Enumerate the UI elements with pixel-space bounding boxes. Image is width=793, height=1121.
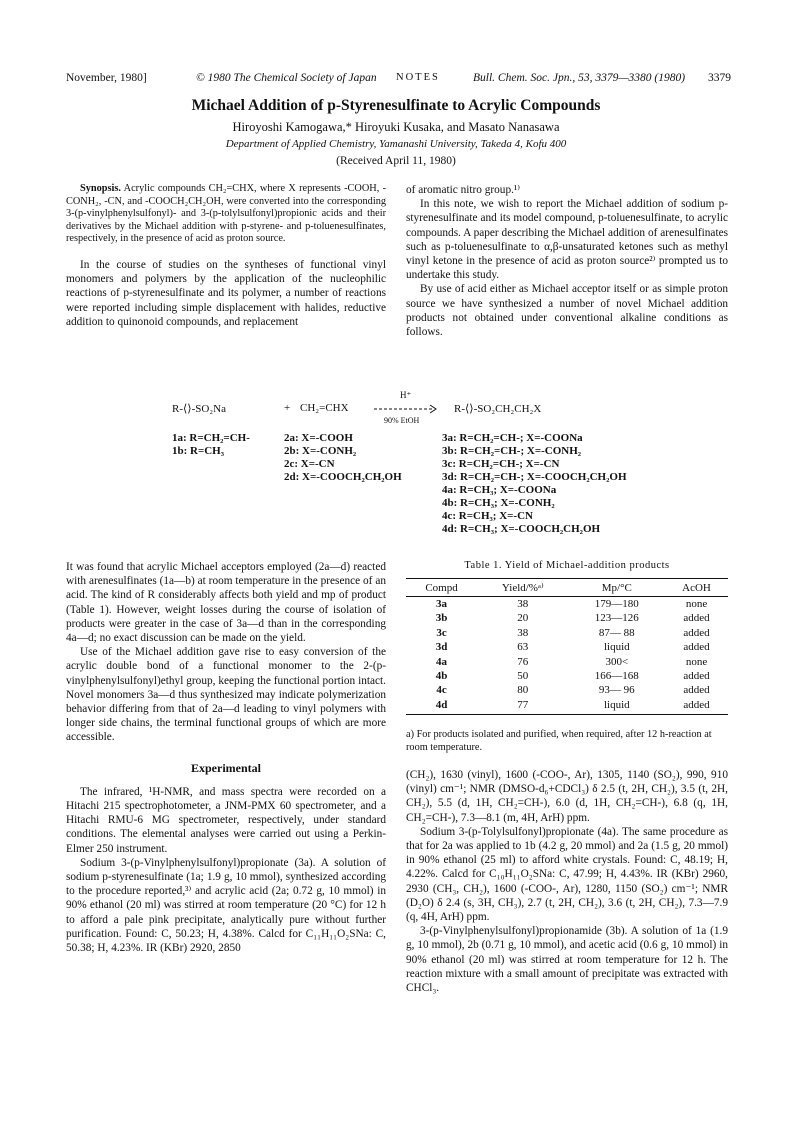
compound-2d: 2d: X=-COOCH₂CH₂OH [284, 471, 402, 483]
reactant-sulfinate: R-⟨⟩-SO₂Na [172, 403, 226, 415]
procedure-4a: Sodium 3-(p-Tolylsulfonyl)propionate (4a). The same procedure as that for 2a was applied to 1b (4.2 g, 20 mmol) and 2a (1.5 g, 20 mmol) in 90% ethanol (25 ml) to afford white crystals. Found: C, 48.19; H, 4.22%. Calcd for C₁₀H₁₁O₂SNa: C, 47.99; H, 4.43%. IR (KBr) 2960, 2930 (CH₃, CH₂), 1600 (-COO-, Ar), 1280, 1150 (SO₂) cm⁻¹; NMR (D₂O) δ 2.4 (s, 3H, CH₃), 2.7 (t, 2H, CH₂), 3.6 (t, 2H, CH₂), 7.3—7.9 (q, 4H, ArH) ppm. [406, 825, 728, 924]
table-cell: 76 [517, 655, 529, 668]
table-cell: liquid [569, 698, 665, 715]
compound-2a: 2a: X=-COOH [284, 432, 353, 444]
synopsis-label: Synopsis. [80, 183, 121, 194]
table-row [406, 655, 728, 669]
table-cell: 4a [436, 655, 448, 668]
table-cell: 166—168 [594, 670, 639, 683]
table-cell: 123—126 [594, 612, 639, 625]
intro-paragraph-3: By use of acid either as Michael acceptor itself or as simple proton source we have synthesized a number of novel Michael addition products not obtained under conventional alkaline conditions as follows. [406, 283, 728, 339]
compound-2b: 2b: X=-CONH₂ [284, 445, 357, 457]
compound-4b: 4b: R=CH₃; X=-CONH₂ [442, 497, 555, 509]
table-row [406, 626, 728, 640]
table-row [406, 597, 728, 612]
plus-sign: + [284, 402, 291, 414]
table-row [406, 669, 728, 683]
table-cell: 4d [406, 698, 477, 715]
table-cell: added [683, 670, 710, 683]
table-cell: 3a [436, 598, 448, 610]
intro-paragraph: In the course of studies on the syntheses of functional vinyl monomers and polymers by the application of the nucleophilic reactions of p-styrenesulfinate and its polymer, a number of reactions were reported including simple displacement with halides, reductive addition to quinonoid compounds, and replacement [66, 258, 386, 328]
product-list [442, 432, 627, 536]
table-cell: none [685, 598, 708, 610]
results-paragraph-1: It was found that acrylic Michael acceptors employed (2a—d) reacted with arenesulfinates (1a—b) at room temperature in the presence of an acid. The kind of R considerably affects both yield and mp of product (Table 1). However, weight losses during the course of isolation of products were greater in the case of 3a—d than in the corresponding 4a—d; no exact discussion can be made on the yield. [66, 561, 386, 645]
table-cell: 20 [517, 612, 529, 625]
table-header: Compd [406, 579, 477, 597]
table-cell: 38 [517, 598, 529, 610]
table-header: Yield/%ᵃ⁾ [477, 579, 569, 597]
compound-4a: 4a: R=CH₃; X=-COONa [442, 484, 557, 496]
results-paragraph-2: Use of the Michael addition gave rise to easy conversion of the acrylic double bond of a functional monomer to the 2-(p-vinylphenylsulfonyl)ethyl group, keeping the functional portion intact. Novel monomers 3a—d thus synthesized may indicate polymerization behavior differing from that of 2a—d leading to vinyl polymers with longer side chains, the terminal functional groups of which are more accessible. [66, 646, 386, 744]
table-cell: added [683, 641, 710, 654]
compound-3a: 3a: R=CH₂=CH-; X=-COONa [442, 432, 583, 444]
synopsis [66, 183, 386, 246]
left-column-body [66, 560, 386, 955]
table-row [406, 640, 728, 654]
reaction-scheme [166, 390, 726, 546]
article-affiliation: Department of Applied Chemistry, Yamanashi University, Takeda 4, Kofu 400 [225, 138, 567, 150]
table-cell: 300< [605, 655, 629, 668]
intro-continuation: of aromatic nitro group.¹⁾ [406, 184, 521, 196]
table-cell: added [683, 612, 710, 625]
table-cell: 4b [435, 670, 448, 683]
table-cell: 3d [435, 641, 448, 654]
header-date: November, 1980] [66, 72, 147, 84]
arrow-solvent: 90% EtOH [384, 416, 420, 425]
header-section: NOTES [396, 72, 440, 83]
table-cell: 87— 88 [598, 626, 635, 639]
compound-3b: 3b: R=CH₂=CH-; X=-CONH₂ [442, 445, 582, 457]
received-date: (Received April 11, 1980) [336, 155, 456, 167]
table-cell: 179—180 [594, 598, 639, 610]
spectra-continuation: (CH₂), 1630 (vinyl), 1600 (-COO-, Ar), 1305, 1140 (SO₂), 990, 910 (vinyl) cm⁻¹; NMR (DMSO-d₆+CDCl₃) δ 2.5 (t, 2H, CH₂), 3.5 (t, 2H, CH₂), 5.5 (d, 1H, CH₂=CH-), 6.0 (d, 1H, CH₂=CH-), 6.8 (q, 1H, CH₂=CH-), 7.3—8.1 (m, 4H, ArH) ppm. [406, 769, 728, 824]
table-cell: none [685, 655, 708, 668]
synopsis-text: Acrylic compounds CH₂=CHX, where X represents -COOH, -CONH₂, -CN, and -COOCH₂CH₂OH, were converted into the corresponding 3-(p-vinylphenylsulfonyl)- and 3-(p-tolylsulfonyl)propionic acids and their derivatives by the Michael addition with p-styrene- and p-toluenesulfinates, respectively, in the presence of acid as proton source. [66, 183, 387, 245]
table-cell: 63 [517, 641, 529, 654]
compound-4d: 4d: R=CH₃; X=-COOCH₂CH₂OH [442, 523, 601, 535]
left-column-top [66, 183, 386, 329]
table-cell: 93— 96 [598, 684, 635, 697]
procedure-3b: 3-(p-Vinylphenylsulfonyl)propionamide (3b). A solution of 1a (1.9 g, 10 mmol), 2b (0.71 g, 10 mmol), and acetic acid (0.6 g, 10 mmol) in 90% ethanol (20 ml) was stirred at room temperature for 12 h. The reaction mixture with a small amount of precipitate was extracted with CHCl₃. [406, 925, 728, 995]
table-cell: liquid [603, 641, 630, 654]
table-header-row [406, 579, 728, 597]
table-cell: 4c [436, 684, 447, 697]
reactant-acrylic: CH₂=CHX [300, 402, 349, 414]
header-journal: Bull. Chem. Soc. Jpn., 53, 3379—3380 (1980) [473, 72, 686, 84]
article-authors: Hiroyoshi Kamogawa,* Hiroyuki Kusaka, and Masato Nanasawa [232, 120, 560, 134]
compound-3c: 3c: R=CH₂=CH-; X=-CN [442, 458, 560, 470]
table-cell: added [665, 698, 728, 715]
intro-paragraph-2: In this note, we wish to report the Michael addition of sodium p-styrenesulfinate and its model compound, p-toluenesulfinate, to acrylic compounds. A paper describing the Michael addition of arenesulfinates such as p-toluenesulfinate to α,β-unsaturated ketones such as methyl vinyl ketone in the presence of acid as proton source²⁾ prompted us to undertake this study. [406, 198, 728, 282]
table-header: AcOH [665, 579, 728, 597]
table-cell: 77 [477, 698, 569, 715]
compound-2c: 2c: X=-CN [284, 458, 335, 470]
table-cell: 3c [436, 626, 447, 639]
product-formula: R-⟨⟩-SO₂CH₂CH₂X [454, 403, 542, 415]
table-caption: Table 1. Yield of Michael-addition products [464, 560, 670, 571]
right-column-body [406, 768, 728, 995]
article-title: Michael Addition of p-Styrenesulfinate to Acrylic Compounds [191, 97, 601, 114]
table-cell: 3b [435, 612, 448, 625]
compound-1b: 1b: R=CH₃ [172, 445, 225, 457]
compound-4c: 4c: R=CH₃; X=-CN [442, 510, 533, 522]
yield-table [406, 578, 728, 715]
table-cell: added [683, 684, 710, 697]
table-cell: added [683, 626, 710, 639]
table-footnote: a) For products isolated and purified, when required, after 12 h-reaction at room temperature. [406, 729, 712, 753]
arrow-reagent: H⁺ [400, 390, 412, 400]
experimental-heading: Experimental [191, 760, 261, 775]
compound-1a: 1a: R=CH₂=CH- [172, 432, 250, 444]
experimental-paragraph-2: Sodium 3-(p-Vinylphenylsulfonyl)propionate (3a). A solution of sodium p-styrenesulfinate (1a; 1.9 g, 10 mmol), synthesized according to the procedure reported,³⁾ and acrylic acid (2a; 0.72 g, 10 mmol) in 90% ethanol (20 ml) was stirred at room temperature (20 °C) for 12 h to afford a pale pink precipitate, analytically pure without further purification. Found: C, 50.23; H, 4.38%. Calcd for C₁₁H₁₁O₂SNa: C, 50.38; H, 4.23%. IR (KBr) 2920, 2850 [66, 856, 386, 955]
table-cell: 80 [517, 684, 529, 697]
sulfinate-list [172, 432, 250, 458]
table-row [406, 683, 728, 697]
table-row [406, 611, 728, 625]
right-column-top [406, 183, 728, 339]
table-cell: 50 [517, 670, 529, 683]
table-cell: 38 [517, 626, 529, 639]
table-header: Mp/°C [569, 579, 665, 597]
header-copyright: © 1980 The Chemical Society of Japan [196, 72, 377, 84]
table-row [406, 698, 728, 715]
header-page-number: 3379 [708, 72, 731, 84]
acceptor-list [284, 432, 402, 484]
compound-3d: 3d: R=CH₂=CH-; X=-COOCH₂CH₂OH [442, 471, 627, 483]
experimental-paragraph-1: The infrared, ¹H-NMR, and mass spectra were recorded on a Hitachi 215 spectrophotometer, a JNM-PMX 60 spectrometer, and a Hitachi RMU-6 MG spectrometer, respectively, under standard conditions. The elemental analyses were carried out using a Perkin-Elmer 250 instrument. [66, 785, 386, 855]
